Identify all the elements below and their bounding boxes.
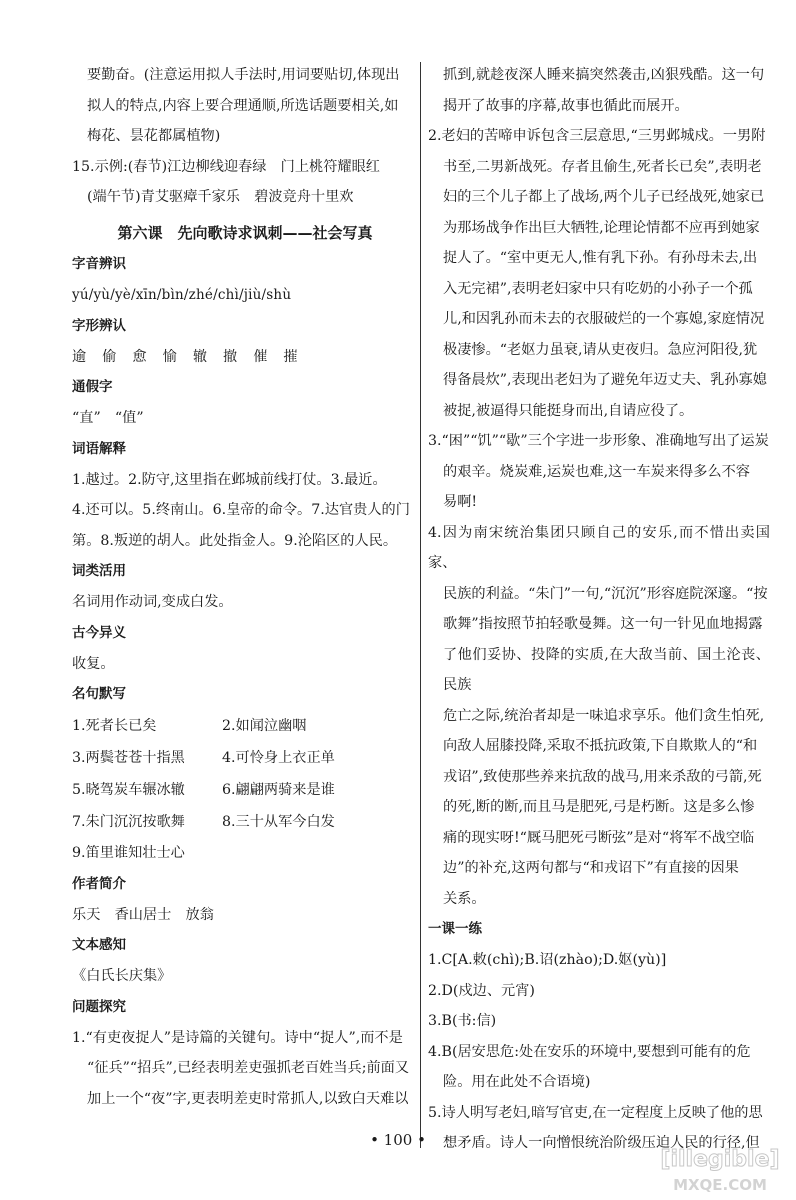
q15-line: 15.示例:(春节)江边柳线迎春绿 门上桃符耀眼红 [72,158,380,175]
char-item: 催 [253,348,268,365]
answer-line: 易啊! [443,494,478,510]
section-heading: 问题探究 [72,998,126,1015]
answer-text: 名词用作动词,变成白发。 [72,594,233,610]
char-item: 愉 [162,348,177,365]
answer-line: 边”的补充,这两句都与“和戎诏下”有直接的因果 [443,860,739,876]
quote-item: 7.朱门沉沉按歌舞 [72,814,185,830]
section-heading: 词类活用 [72,563,126,579]
char-item: 愈 [132,348,147,365]
char-item: 偷 [102,348,117,365]
answer-line: 戎诏”,致使那些养来抗敌的战马,用来杀敌的弓箭,死 [443,768,762,785]
watermark-logo [656,1140,784,1196]
answer-line: 歌舞”指按照节拍轻歌曼舞。这一句一针见血地揭露 [443,616,763,632]
section-heading: 通假字 [72,379,113,395]
quote-item: 1.死者长已矣 [72,718,157,734]
intro-line: 要勤奋。(注意运用拟人手法时,用词要贴切,体现出 [87,67,400,83]
page-number: • 100 • [370,1131,426,1149]
answer-line: “征兵”“招兵”,已经表明差吏强抓老百姓当兵;前面又 [87,1060,410,1076]
answer-line: 1.“有吏夜捉人”是诗篇的关键句。诗中“捉人”,而不是 [72,1029,403,1046]
intro-line: 拟人的特点,内容上要合理通顺,所选话题要相关,如 [87,97,399,114]
answer-line: 危亡之际,统治者却是一味追求享乐。他们贪生怕死, [443,707,765,724]
answer-line: 的死,断的断,而且马是肥死,弓是朽断。这是多么惨 [443,799,755,815]
answer-line: 想矛盾。诗人一向憎恨统治阶级压迫人民的行径,但 [443,1135,760,1151]
answer-line: 捉人了。“室中更无人,惟有乳下孙。有孙母未去,出 [443,250,758,266]
answer-line: 书至,二男新战死。存者且偷生,死者长已矣”,表明老 [443,158,762,175]
answer-line: 为那场战争作出巨大牺牲,论理论情都不应再到她家 [443,219,760,236]
quote-item: 8.三十从军今白发 [222,814,335,830]
answer-line: 民族的利益。“朱门”一句,“沉沉”形容庭院深邃。“按 [443,585,768,602]
answer-line: 2.D(戍边、元宵) [428,982,535,999]
answer-line: 第。8.叛逆的胡人。此处指金人。9.沦陷区的人民。 [72,532,398,549]
char-item: 撤 [223,348,238,365]
answer-line: 抓到,就趁夜深人睡来搞突然袭击,凶狠残酷。这一句 [443,67,765,83]
answer-line: 4.因为南宋统治集团只顾自己的安乐,而不惜出卖国家、 [428,524,770,571]
answer-line: 妇的三个儿子都上了战场,两个儿子已经战死,她家已 [443,189,765,205]
section-heading: 词语解释 [72,440,126,457]
answer-line: 加上一个“夜”字,更表明差吏时常抓人,以致白天难以 [87,1090,409,1107]
section-heading: 名句默写 [72,686,126,702]
section-heading: 文本感知 [72,937,126,953]
answer-line: 被捉,被逼得只能挺身而出,自请应役了。 [443,402,694,419]
column-divider [420,62,421,1148]
char-list [72,342,418,373]
quote-item: 3.两鬓苍苍十指黑 [72,750,185,766]
answer-line: 的艰辛。烧炭难,运炭也难,这一车炭来得多么不容 [443,463,750,480]
answer-line: 向敌人屈膝投降,采取不抵抗政策,下自欺欺人的“和 [443,738,758,754]
answer-line: 4.还可以。5.终南山。6.皇帝的命令。7.达官贵人的门 [72,502,410,518]
char-item: 辙 [192,348,208,365]
right-column [428,60,770,1159]
watermark-top-text: [illegible] [660,1147,780,1172]
section-heading: 一课一练 [428,921,482,937]
intro-line: 梅花、昙花都属植物) [87,128,221,144]
answer-line: 险。用在此处不合语境) [443,1074,591,1090]
answer-line: 2.老妇的苦啼申诉包含三层意思,“三男邺城戍。一男附 [428,128,766,144]
answer-line: 揭开了故事的序幕,故事也循此而展开。 [443,97,689,114]
answer-line: 得备晨炊”,表现出老妇为了避免年迈丈夫、乳孙寡媳 [443,372,767,388]
answer-line: 痛的现实呀!“厩马肥死弓断弦”是对“将军不战空临 [443,829,755,846]
answer-line: 1.越过。2.防守,这里指在邺城前线打仗。3.最近。 [72,471,387,488]
section-heading: 字音辨识 [72,255,126,272]
quote-item: 6.翩翩两骑来是谁 [222,782,335,798]
section-heading: 作者简介 [72,875,126,892]
answer-line: 极凄惨。“老妪力虽衰,请从吏夜归。急应河阳役,犹 [443,341,758,358]
answer-line: 儿,和因乳孙而未去的衣服破烂的一个寡媳,家庭情况 [443,311,765,327]
section-heading: 字形辨认 [72,317,126,334]
answer-line: 1.C[A.敕(chì);B.诏(zhào);D.妪(yù)] [428,952,667,968]
quote-item: 9.笛里谁知壮士心 [72,845,185,861]
answer-text: 收复。 [72,655,115,672]
answer-line: 3.“困”“饥”“歇”三个字进一步形象、准确地写出了运炭 [428,433,769,449]
answer-text: 《白氏长庆集》 [72,968,172,984]
answer-line: 4.B(居安思危:处在安乐的环境中,要想到可能有的危 [428,1043,751,1060]
char-item: 逾 [72,348,87,365]
answer-line: 5.诗人明写老妇,暗写官吏,在一定程度上反映了他的思 [428,1104,763,1121]
answer-line: 了他们妥协、投降的实质,在大敌当前、国土沦丧、民族 [443,646,770,693]
quote-item: 4.可怜身上衣正单 [222,750,335,766]
section-heading: 古今异义 [72,624,126,641]
answer-line: 关系。 [443,890,486,907]
q15-line: (端午节)青艾驱瘴千家乐 碧波竞舟十里欢 [87,189,354,205]
answer-line: 3.B(书:信) [428,1013,497,1029]
watermark-bottom-text: MXQE.COM [673,1176,767,1194]
lesson-title: 第六课 先向歌诗求讽刺——社会写真 [117,223,373,242]
answer-line: 入无完裙”,表明老妇家中只有吃奶的小孙子一个孤 [443,280,753,297]
answer-text: 乐天 香山居士 放翁 [72,906,214,923]
answer-text: “直” “值” [72,410,144,426]
left-column [72,60,418,1114]
quote-item: 2.如闻泣幽咽 [222,718,307,734]
quote-item: 5.晓驾炭车辗冰辙 [72,782,185,798]
char-item: 摧 [283,348,298,365]
pinyin-answer: yú/yù/yè/xīn/bìn/zhé/chì/jiù/shù [72,286,292,303]
quote-grid [72,710,418,838]
